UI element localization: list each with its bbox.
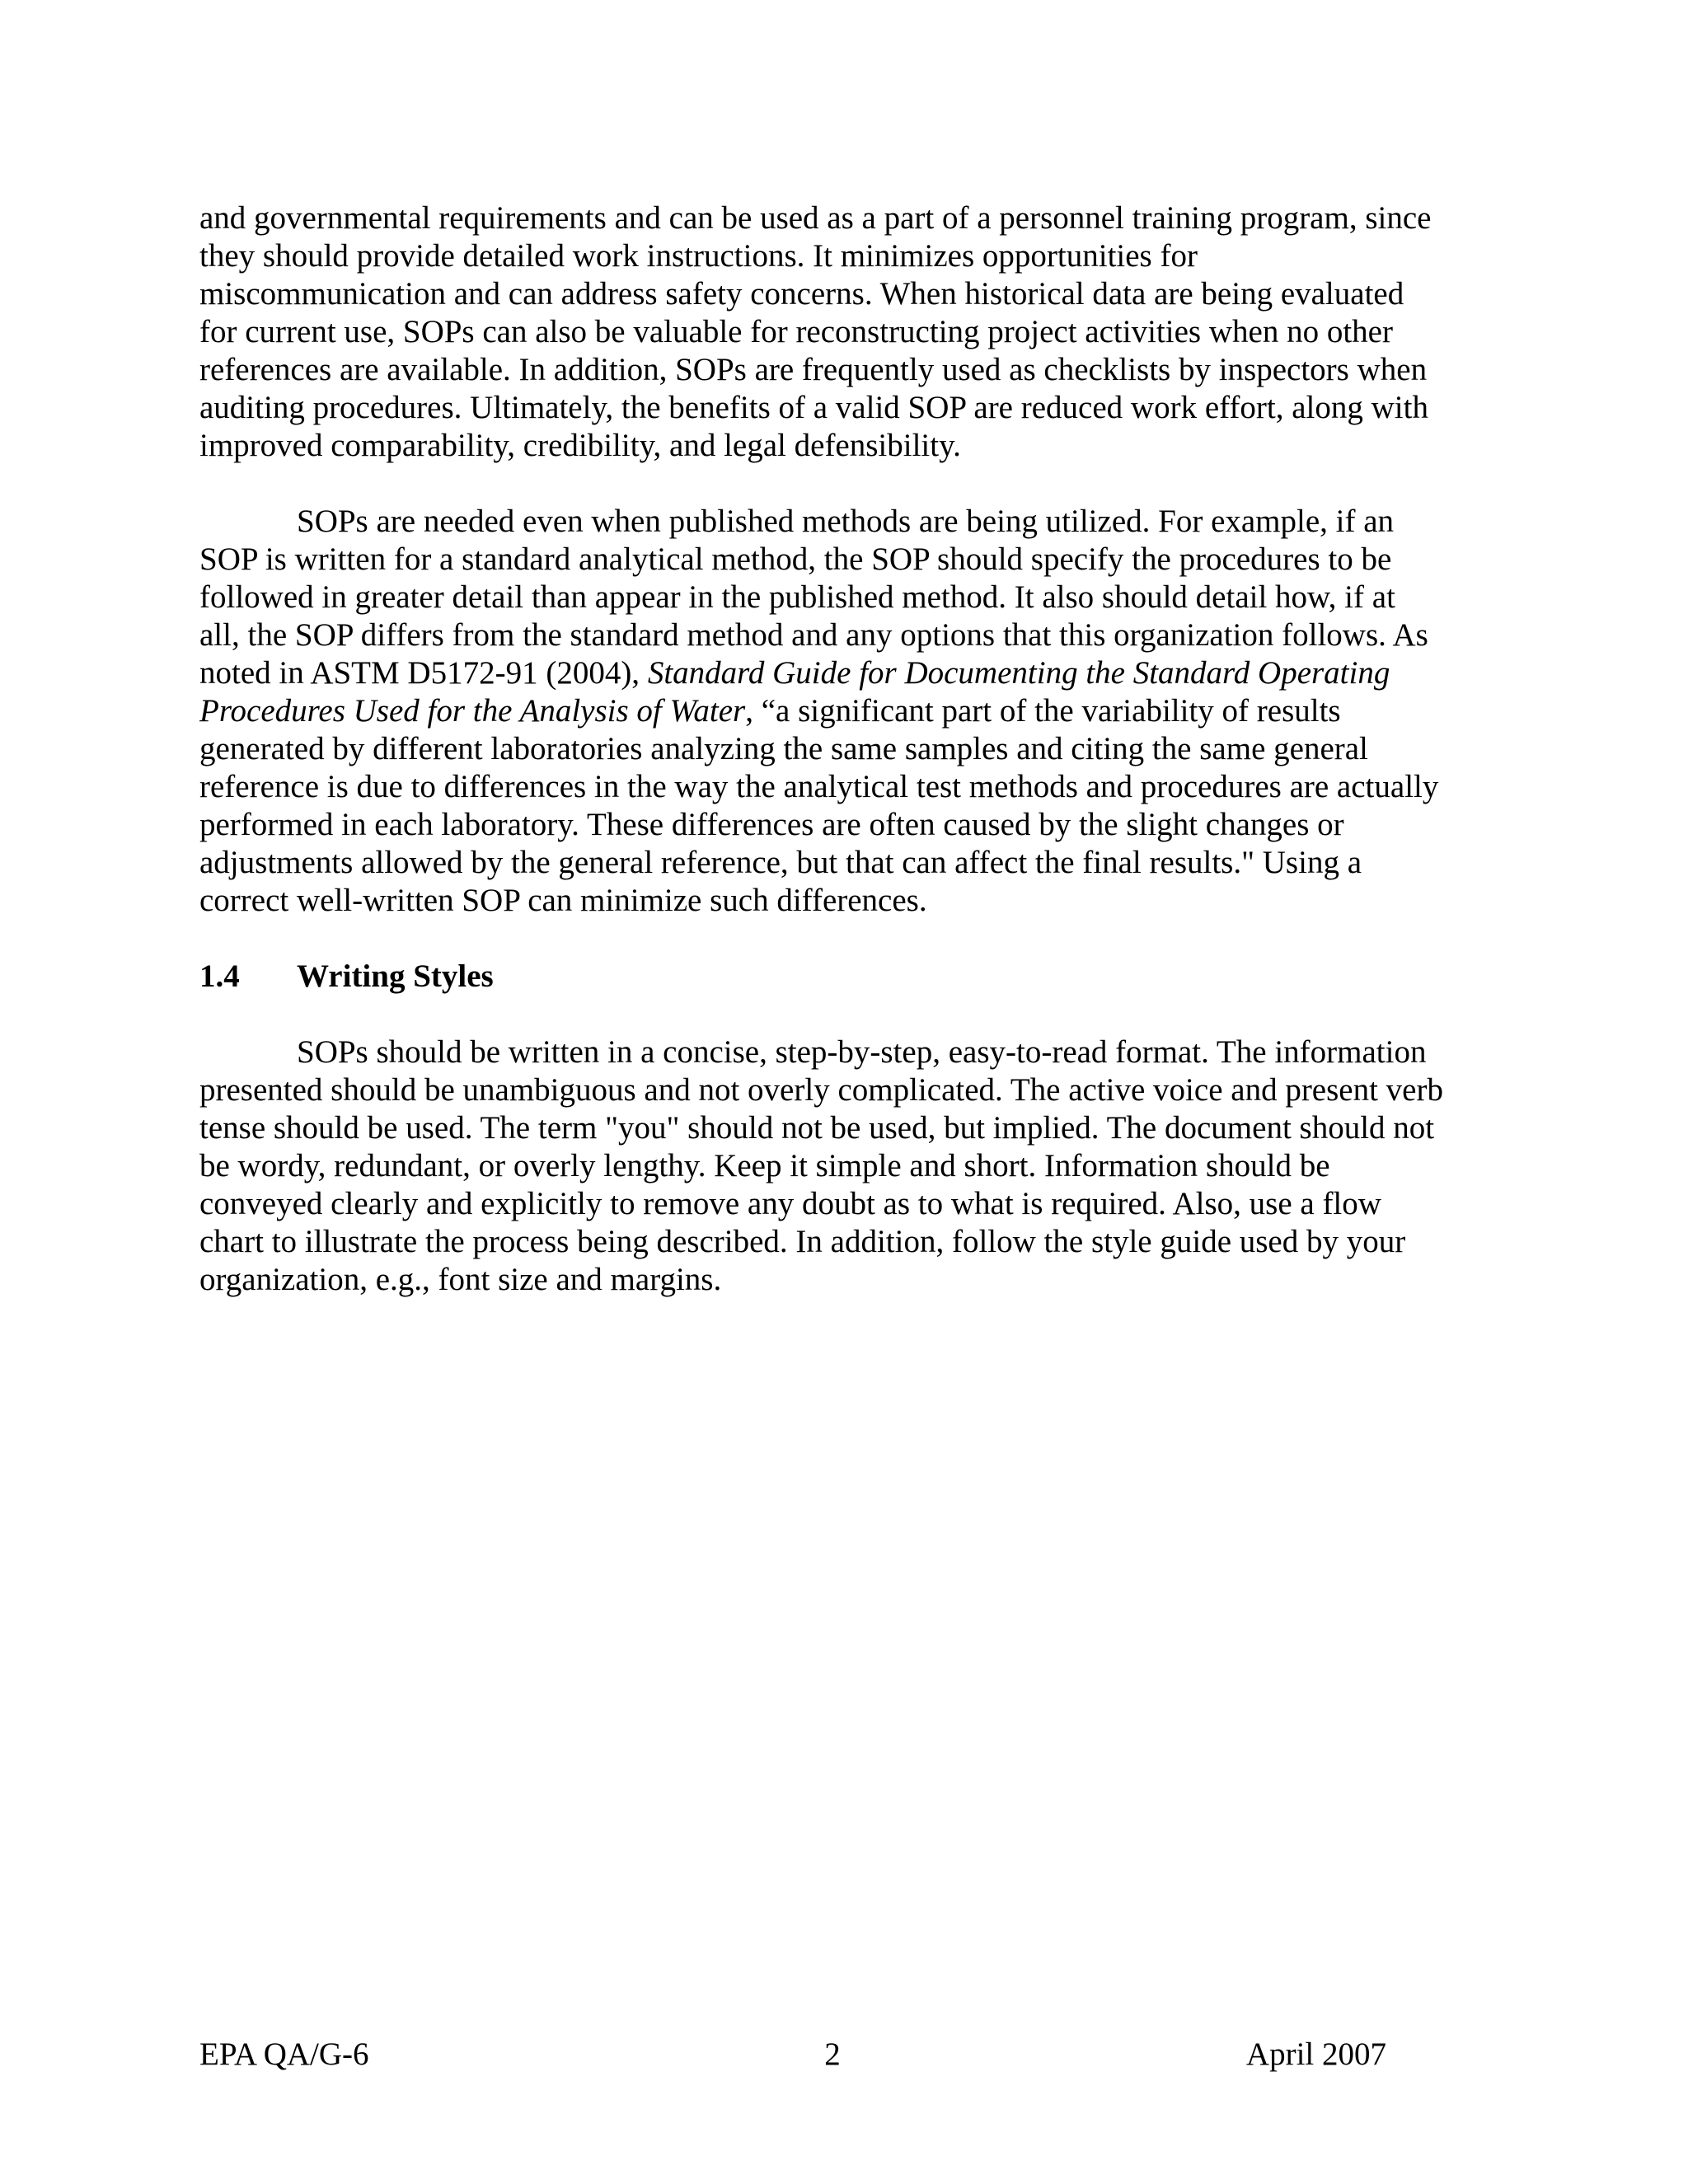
footer-document-id: EPA QA/G-6 — [199, 2036, 369, 2072]
text-line: correct well-written SOP can minimize such differences. — [199, 883, 927, 918]
section-heading — [199, 958, 1493, 996]
text-line — [199, 654, 1493, 692]
section-number: 1.4 — [199, 958, 240, 994]
text-line: references are available. In addition, SOPs are frequently used as checklists by inspectors when — [199, 352, 1428, 387]
text-line: and governmental requirements and can be used as a part of a personnel training program, since — [199, 200, 1432, 236]
text-line: conveyed clearly and explicitly to remove any doubt as to what is required. Also, use a flow — [199, 1186, 1381, 1221]
text-line: SOPs are needed even when published methods are being utilized. For example, if an — [297, 504, 1395, 539]
text-line: SOPs should be written in a concise, step-by-step, easy-to-read format. The information — [297, 1034, 1427, 1070]
section-title: Writing Styles — [297, 958, 494, 994]
text-line: organization, e.g., font size and margins. — [199, 1262, 722, 1297]
text-line: performed in each laboratory. These differences are often caused by the slight changes or — [199, 807, 1344, 842]
text-line — [199, 692, 1493, 730]
text-line: generated by different laboratories analyzing the same samples and citing the same general — [199, 731, 1368, 766]
text-segment: noted in ASTM D5172-91 (2004), — [199, 655, 648, 691]
paragraph-published-methods — [199, 503, 1493, 920]
text-line: auditing procedures. Ultimately, the benefits of a valid SOP are reduced work effort, along with — [199, 390, 1428, 425]
astm-guide-title: Procedures Used for the Analysis of Water — [199, 693, 746, 729]
footer-date: April 2007 — [1245, 2036, 1386, 2072]
astm-guide-title: Standard Guide for Documenting the Standard Operating — [647, 655, 1390, 691]
text-line: chart to illustrate the process being described. In addition, follow the style guide used by your — [199, 1224, 1406, 1259]
text-line: miscommunication and can address safety concerns. When historical data are being evaluated — [199, 276, 1404, 312]
text-line: all, the SOP differs from the standard method and any options that this organization follows. As — [199, 617, 1428, 653]
text-line: be wordy, redundant, or overly lengthy. Keep it simple and short. Information should be — [199, 1148, 1330, 1183]
text-line: for current use, SOPs can also be valuable for reconstructing project activities when no other — [199, 314, 1393, 349]
text-line: adjustments allowed by the general reference, but that can affect the final results." Using a — [199, 845, 1362, 880]
text-line: reference is due to differences in the way the analytical test methods and procedures are actually — [199, 769, 1439, 804]
text-segment: , “a significant part of the variability of results — [745, 693, 1341, 729]
text-line: tense should be used. The term "you" should not be used, but implied. The document should not — [199, 1110, 1435, 1146]
page-footer — [199, 2036, 1386, 2074]
paragraph-intro-continued — [199, 199, 1493, 465]
footer-page-number: 2 — [824, 2036, 841, 2072]
paragraph-writing-styles — [199, 1033, 1493, 1299]
text-line: improved comparability, credibility, and legal defensibility. — [199, 428, 961, 463]
text-line: SOP is written for a standard analytical method, the SOP should specify the procedures to be — [199, 541, 1392, 577]
text-line: followed in greater detail than appear in the published method. It also should detail how, if at — [199, 579, 1395, 615]
text-line: they should provide detailed work instructions. It minimizes opportunities for — [199, 238, 1198, 274]
body-text — [199, 199, 1493, 1337]
text-line: presented should be unambiguous and not overly complicated. The active voice and present verb — [199, 1072, 1443, 1108]
